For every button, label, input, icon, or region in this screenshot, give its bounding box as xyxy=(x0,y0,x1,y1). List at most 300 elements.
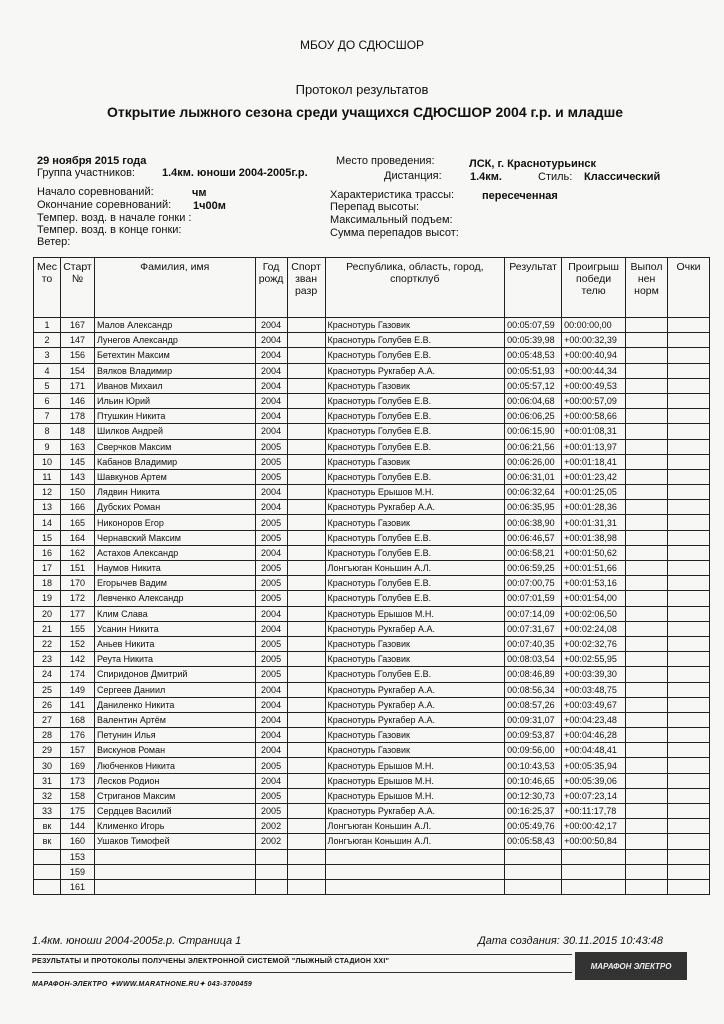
cell-rank xyxy=(287,500,325,515)
cell-rank xyxy=(287,743,325,758)
cell-result: 00:06:04,68 xyxy=(505,393,562,408)
cell-club: Краснотурь Рукгабер А.А. xyxy=(325,500,505,515)
table-row xyxy=(34,378,710,393)
distance-value: 1.4км. xyxy=(470,171,502,183)
cell-result: 00:06:26,00 xyxy=(505,454,562,469)
cell-place xyxy=(34,849,61,864)
cell-bib: 167 xyxy=(60,318,94,333)
cell-gap: +00:01:13,97 xyxy=(562,439,626,454)
cell-year: 2002 xyxy=(255,834,287,849)
cell-gap: +00:01:23,42 xyxy=(562,469,626,484)
cell-place: вк xyxy=(34,819,61,834)
col-header-year: Год рожд xyxy=(255,258,287,318)
cell-gap: +00:01:18,41 xyxy=(562,454,626,469)
cell-rank xyxy=(287,606,325,621)
footer-rule xyxy=(32,954,572,955)
cell-norm xyxy=(626,561,668,576)
cell-year: 2004 xyxy=(255,712,287,727)
cell-name: Сергеев Даниил xyxy=(94,682,255,697)
table-row xyxy=(34,576,710,591)
cell-club: Краснотурь Голубев Е.В. xyxy=(325,393,505,408)
table-row xyxy=(34,439,710,454)
cell-year: 2005 xyxy=(255,530,287,545)
table-row xyxy=(34,682,710,697)
cell-year: 2004 xyxy=(255,728,287,743)
cell-norm xyxy=(626,348,668,363)
cell-rank xyxy=(287,758,325,773)
cell-club: Краснотурь Голубев Е.В. xyxy=(325,667,505,682)
cell-norm xyxy=(626,591,668,606)
cell-bib: 173 xyxy=(60,773,94,788)
cell-points xyxy=(668,591,710,606)
cell-result: 00:09:56,00 xyxy=(505,743,562,758)
cell-gap: +00:03:39,30 xyxy=(562,667,626,682)
cell-bib: 178 xyxy=(60,409,94,424)
cell-bib: 169 xyxy=(60,758,94,773)
cell-year: 2004 xyxy=(255,318,287,333)
cell-name: Егорычев Вадим xyxy=(94,576,255,591)
cell-year: 2004 xyxy=(255,348,287,363)
col-header-points: Очки xyxy=(668,258,710,318)
cell-club: Краснотурь Рукгабер А.А. xyxy=(325,682,505,697)
cell-norm xyxy=(626,439,668,454)
cell-gap: +00:01:25,05 xyxy=(562,485,626,500)
cell-club xyxy=(325,864,505,879)
cell-year: 2005 xyxy=(255,576,287,591)
cell-place: 7 xyxy=(34,409,61,424)
cell-rank xyxy=(287,712,325,727)
cell-gap: +00:04:48,41 xyxy=(562,743,626,758)
cell-place: 6 xyxy=(34,393,61,408)
cell-place: 20 xyxy=(34,606,61,621)
cell-gap: +00:01:38,98 xyxy=(562,530,626,545)
table-row xyxy=(34,667,710,682)
cell-name: Лесков Родион xyxy=(94,773,255,788)
cell-club: Лонгъюган Коньшин А.Л. xyxy=(325,834,505,849)
cell-name: Любченков Никита xyxy=(94,758,255,773)
cell-name: Дубских Роман xyxy=(94,500,255,515)
cell-gap: +00:01:53,16 xyxy=(562,576,626,591)
cell-club: Краснотурь Газовик xyxy=(325,378,505,393)
cell-place: 4 xyxy=(34,363,61,378)
cell-points xyxy=(668,439,710,454)
cell-rank xyxy=(287,318,325,333)
cell-result xyxy=(505,864,562,879)
cell-rank xyxy=(287,728,325,743)
group-value: 1.4км. юноши 2004-2005г.р. xyxy=(162,167,308,179)
cell-year: 2004 xyxy=(255,393,287,408)
cell-year: 2005 xyxy=(255,788,287,803)
cell-gap: +00:05:39,06 xyxy=(562,773,626,788)
cell-club: Краснотурь Рукгабер А.А. xyxy=(325,621,505,636)
cell-year: 2004 xyxy=(255,606,287,621)
cell-bib: 159 xyxy=(60,864,94,879)
table-row xyxy=(34,515,710,530)
cell-bib: 157 xyxy=(60,743,94,758)
cell-rank xyxy=(287,454,325,469)
org-name: МБОУ ДО СДЮСШОР xyxy=(299,38,425,52)
start-value: чм xyxy=(192,187,207,199)
event-date: 29 ноября 2015 года xyxy=(37,155,147,167)
cell-name: Валентин Артём xyxy=(94,712,255,727)
cell-points xyxy=(668,743,710,758)
cell-club: Краснотурь Газовик xyxy=(325,636,505,651)
cell-result: 00:06:38,90 xyxy=(505,515,562,530)
cell-rank xyxy=(287,834,325,849)
cell-bib: 166 xyxy=(60,500,94,515)
cell-norm xyxy=(626,636,668,651)
cell-place: 12 xyxy=(34,485,61,500)
cell-bib: 175 xyxy=(60,804,94,819)
cell-name: Птушкин Никита xyxy=(94,409,255,424)
col-header-rank: Спорт зван разр xyxy=(287,258,325,318)
cell-name: Малов Александр xyxy=(94,318,255,333)
cell-gap xyxy=(562,849,626,864)
cell-place: 16 xyxy=(34,545,61,560)
cell-points xyxy=(668,728,710,743)
cell-gap: +00:04:23,48 xyxy=(562,712,626,727)
table-row xyxy=(34,788,710,803)
cell-club: Краснотурь Голубев Е.В. xyxy=(325,439,505,454)
cell-place: 1 xyxy=(34,318,61,333)
cell-place: 3 xyxy=(34,348,61,363)
cell-bib: 177 xyxy=(60,606,94,621)
cell-bib: 155 xyxy=(60,621,94,636)
cell-club: Краснотурь Газовик xyxy=(325,652,505,667)
cell-club: Краснотурь Газовик xyxy=(325,728,505,743)
table-row xyxy=(34,393,710,408)
cell-result: 00:05:51,93 xyxy=(505,363,562,378)
cell-club: Краснотурь Ерышов М.Н. xyxy=(325,773,505,788)
cell-gap: +00:00:42,17 xyxy=(562,819,626,834)
cell-result: 00:05:07,59 xyxy=(505,318,562,333)
cell-bib: 176 xyxy=(60,728,94,743)
cell-bib: 152 xyxy=(60,636,94,651)
cell-gap: +00:01:08,31 xyxy=(562,424,626,439)
cell-place: 9 xyxy=(34,439,61,454)
cell-result: 00:08:56,34 xyxy=(505,682,562,697)
cell-club: Краснотурь Голубев Е.В. xyxy=(325,591,505,606)
table-row xyxy=(34,606,710,621)
footer-created: Дата создания: 30.11.2015 10:43:48 xyxy=(478,935,664,947)
cell-place xyxy=(34,864,61,879)
footer-system-note: РЕЗУЛЬТАТЫ И ПРОТОКОЛЫ ПОЛУЧЕНЫ ЭЛЕКТРОННОЙ СИСТЕМОЙ "ЛЫЖНЫЙ СТАДИОН XXI" xyxy=(32,958,390,965)
cell-club xyxy=(325,879,505,894)
cell-rank xyxy=(287,378,325,393)
cell-place: 10 xyxy=(34,454,61,469)
cell-name: Никоноров Егор xyxy=(94,515,255,530)
sum-climb-label: Сумма перепадов высот: xyxy=(330,227,459,239)
cell-gap: +00:07:23,14 xyxy=(562,788,626,803)
col-header-bib: Старт № xyxy=(60,258,94,318)
cell-bib: 161 xyxy=(60,879,94,894)
cell-rank xyxy=(287,773,325,788)
cell-name: Реута Никита xyxy=(94,652,255,667)
cell-gap: +00:01:28,36 xyxy=(562,500,626,515)
cell-norm xyxy=(626,849,668,864)
table-row xyxy=(34,348,710,363)
cell-year: 2005 xyxy=(255,804,287,819)
cell-bib: 154 xyxy=(60,363,94,378)
cell-points xyxy=(668,545,710,560)
cell-points xyxy=(668,758,710,773)
cell-year: 2004 xyxy=(255,697,287,712)
cell-norm xyxy=(626,576,668,591)
cell-club: Краснотурь Голубев Е.В. xyxy=(325,576,505,591)
style-label: Стиль: xyxy=(538,171,573,183)
cell-name xyxy=(94,879,255,894)
cell-year: 2004 xyxy=(255,363,287,378)
cell-gap: +00:11:17,78 xyxy=(562,804,626,819)
max-climb-label: Максимальный подъем: xyxy=(330,214,453,226)
cell-year: 2005 xyxy=(255,758,287,773)
cell-club: Краснотурь Газовик xyxy=(325,515,505,530)
cell-norm xyxy=(626,682,668,697)
footer-contacts: МАРАФОН-ЭЛЕКТРО ✦WWW.MARATHONE.RU✦ 043-3700459 xyxy=(32,981,253,988)
cell-points xyxy=(668,530,710,545)
cell-points xyxy=(668,485,710,500)
cell-club: Краснотурь Голубев Е.В. xyxy=(325,409,505,424)
cell-norm xyxy=(626,864,668,879)
table-row xyxy=(34,409,710,424)
cell-place: 14 xyxy=(34,515,61,530)
cell-club: Краснотурь Ерышов М.Н. xyxy=(325,485,505,500)
cell-club: Лонгъюган Коньшин А.Л. xyxy=(325,561,505,576)
cell-name: Клим Слава xyxy=(94,606,255,621)
cell-points xyxy=(668,561,710,576)
cell-gap: +00:02:06,50 xyxy=(562,606,626,621)
table-row xyxy=(34,454,710,469)
cell-gap: +00:03:49,67 xyxy=(562,697,626,712)
cell-gap: +00:04:46,28 xyxy=(562,728,626,743)
cell-name: Аньев Никита xyxy=(94,636,255,651)
cell-result: 00:08:03,54 xyxy=(505,652,562,667)
cell-gap: +00:05:35,94 xyxy=(562,758,626,773)
cell-result: 00:09:53,87 xyxy=(505,728,562,743)
cell-bib: 160 xyxy=(60,834,94,849)
table-row xyxy=(34,363,710,378)
cell-result xyxy=(505,879,562,894)
table-row xyxy=(34,561,710,576)
footer-group-page: 1.4км. юноши 2004-2005г.р. Страница 1 xyxy=(32,935,242,947)
distance-label: Дистанция: xyxy=(384,170,442,182)
cell-result: 00:06:15,90 xyxy=(505,424,562,439)
cell-bib: 171 xyxy=(60,378,94,393)
cell-bib: 163 xyxy=(60,439,94,454)
results-table xyxy=(33,257,710,895)
cell-norm xyxy=(626,819,668,834)
cell-bib: 149 xyxy=(60,682,94,697)
end-label: Окончание соревнований: xyxy=(37,199,172,211)
cell-bib: 146 xyxy=(60,393,94,408)
cell-place: 18 xyxy=(34,576,61,591)
table-row xyxy=(34,652,710,667)
cell-result xyxy=(505,849,562,864)
cell-year: 2005 xyxy=(255,515,287,530)
cell-bib: 172 xyxy=(60,591,94,606)
cell-norm xyxy=(626,485,668,500)
cell-name: Вялков Владимир xyxy=(94,363,255,378)
cell-norm xyxy=(626,743,668,758)
col-header-place: Мес то xyxy=(34,258,61,318)
cell-name: Усанин Никита xyxy=(94,621,255,636)
cell-norm xyxy=(626,788,668,803)
cell-points xyxy=(668,804,710,819)
cell-points xyxy=(668,879,710,894)
cell-place: 21 xyxy=(34,621,61,636)
cell-bib: 168 xyxy=(60,712,94,727)
cell-name: Чернавский Максим xyxy=(94,530,255,545)
cell-place: 11 xyxy=(34,469,61,484)
cell-result: 00:06:32,64 xyxy=(505,485,562,500)
cell-rank xyxy=(287,849,325,864)
cell-place: 15 xyxy=(34,530,61,545)
cell-points xyxy=(668,378,710,393)
cell-points xyxy=(668,652,710,667)
cell-club: Краснотурь Ерышов М.Н. xyxy=(325,606,505,621)
cell-bib: 144 xyxy=(60,819,94,834)
table-row xyxy=(34,485,710,500)
cell-club xyxy=(325,849,505,864)
table-row xyxy=(34,819,710,834)
start-label: Начало соревнований: xyxy=(37,186,154,198)
cell-name: Лядвин Никита xyxy=(94,485,255,500)
cell-points xyxy=(668,667,710,682)
table-row xyxy=(34,545,710,560)
cell-rank xyxy=(287,667,325,682)
cell-name: Петунин Илья xyxy=(94,728,255,743)
cell-gap: +00:02:32,76 xyxy=(562,636,626,651)
cell-bib: 141 xyxy=(60,697,94,712)
cell-rank xyxy=(287,424,325,439)
cell-place: 23 xyxy=(34,652,61,667)
wind-label: Ветер: xyxy=(37,236,71,248)
cell-place: 22 xyxy=(34,636,61,651)
cell-result: 00:07:01,59 xyxy=(505,591,562,606)
cell-points xyxy=(668,348,710,363)
cell-rank xyxy=(287,804,325,819)
cell-points xyxy=(668,606,710,621)
cell-name: Кабанов Владимир xyxy=(94,454,255,469)
cell-gap: +00:00:44,34 xyxy=(562,363,626,378)
cell-points xyxy=(668,697,710,712)
cell-rank xyxy=(287,530,325,545)
cell-rank xyxy=(287,545,325,560)
cell-name: Лунегов Александр xyxy=(94,333,255,348)
cell-bib: 148 xyxy=(60,424,94,439)
cell-result: 00:08:57,26 xyxy=(505,697,562,712)
cell-rank xyxy=(287,348,325,363)
table-row xyxy=(34,834,710,849)
col-header-gap: Проигрыш победи телю xyxy=(562,258,626,318)
cell-bib: 150 xyxy=(60,485,94,500)
cell-points xyxy=(668,712,710,727)
cell-place: 29 xyxy=(34,743,61,758)
table-row xyxy=(34,621,710,636)
cell-rank xyxy=(287,333,325,348)
cell-gap: +00:00:58,66 xyxy=(562,409,626,424)
cell-bib: 156 xyxy=(60,348,94,363)
cell-year: 2005 xyxy=(255,636,287,651)
table-row xyxy=(34,728,710,743)
style-value: Классический xyxy=(584,171,661,183)
cell-rank xyxy=(287,576,325,591)
table-row xyxy=(34,849,710,864)
cell-place: 17 xyxy=(34,561,61,576)
cell-rank xyxy=(287,864,325,879)
cell-result: 00:06:59,25 xyxy=(505,561,562,576)
cell-gap: +00:00:57,09 xyxy=(562,393,626,408)
cell-points xyxy=(668,363,710,378)
cell-place: 13 xyxy=(34,500,61,515)
col-header-norm: Выпол нен норм xyxy=(626,258,668,318)
cell-norm xyxy=(626,834,668,849)
temp-end-label: Темпер. возд. в конце гонки: xyxy=(37,224,182,236)
cell-rank xyxy=(287,363,325,378)
cell-year: 2004 xyxy=(255,500,287,515)
cell-result: 00:10:43,53 xyxy=(505,758,562,773)
cell-result: 00:07:14,09 xyxy=(505,606,562,621)
cell-place xyxy=(34,879,61,894)
cell-result: 00:16:25,37 xyxy=(505,804,562,819)
cell-club: Краснотурь Газовик xyxy=(325,743,505,758)
cell-year xyxy=(255,879,287,894)
table-row xyxy=(34,879,710,894)
cell-year: 2005 xyxy=(255,591,287,606)
cell-result: 00:10:46,65 xyxy=(505,773,562,788)
cell-norm xyxy=(626,454,668,469)
cell-bib: 162 xyxy=(60,545,94,560)
cell-club: Краснотурь Голубев Е.В. xyxy=(325,530,505,545)
cell-club: Краснотурь Газовик xyxy=(325,454,505,469)
cell-name: Ушаков Тимофей xyxy=(94,834,255,849)
cell-result: 00:06:21,56 xyxy=(505,439,562,454)
cell-result: 00:05:57,12 xyxy=(505,378,562,393)
table-row xyxy=(34,773,710,788)
cell-place: 32 xyxy=(34,788,61,803)
cell-rank xyxy=(287,788,325,803)
cell-points xyxy=(668,576,710,591)
cell-norm xyxy=(626,363,668,378)
protocol-heading: Протокол результатов xyxy=(295,82,429,97)
cell-year: 2004 xyxy=(255,545,287,560)
cell-gap: +00:02:55,95 xyxy=(562,652,626,667)
cell-place: 2 xyxy=(34,333,61,348)
cell-rank xyxy=(287,439,325,454)
cell-club: Краснотурь Рукгабер А.А. xyxy=(325,363,505,378)
track-value: пересеченная xyxy=(482,190,558,202)
cell-place: 27 xyxy=(34,712,61,727)
cell-club: Лонгъюган Коньшин А.Л. xyxy=(325,819,505,834)
cell-rank xyxy=(287,621,325,636)
cell-result: 00:06:35,95 xyxy=(505,500,562,515)
table-row xyxy=(34,758,710,773)
cell-norm xyxy=(626,667,668,682)
cell-bib: 145 xyxy=(60,454,94,469)
cell-points xyxy=(668,318,710,333)
cell-norm xyxy=(626,318,668,333)
cell-bib: 147 xyxy=(60,333,94,348)
end-value: 1ч00м xyxy=(193,200,226,212)
cell-club: Краснотурь Голубев Е.В. xyxy=(325,348,505,363)
cell-rank xyxy=(287,469,325,484)
cell-name: Иванов Михаил xyxy=(94,378,255,393)
cell-gap: +00:01:50,62 xyxy=(562,545,626,560)
cell-name: Стриганов Максим xyxy=(94,788,255,803)
cell-name: Бетехтин Максим xyxy=(94,348,255,363)
table-row xyxy=(34,500,710,515)
venue-value: ЛСК, г. Краснотурьинск xyxy=(469,158,596,170)
